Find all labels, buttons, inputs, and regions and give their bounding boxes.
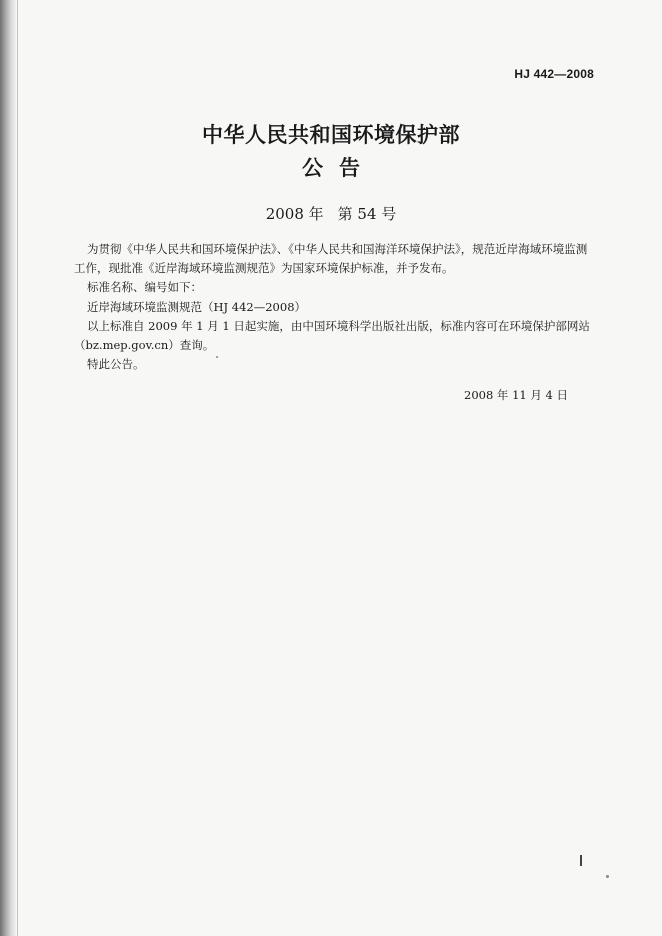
body-paragraph-standard-heading: 标准名称、编号如下： <box>87 280 202 295</box>
body-paragraph-closing: 特此公告。 <box>87 357 145 372</box>
ministry-title: 中华人民共和国环境保护部 <box>202 123 460 147</box>
scan-speck <box>216 356 218 358</box>
body-paragraph-implementation: 以上标准自 2009 年 1 月 1 日起实施，由中国环境科学出版社出版，标准内容可在环境保护部网站（bz.mep.gov.cn）查询。 <box>74 318 590 353</box>
standard-code: HJ 442—2008 <box>514 67 594 81</box>
notice-title: 公告 <box>302 156 376 180</box>
body-paragraph-purpose: 为贯彻《中华人民共和国环境保护法》、《中华人民共和国海洋环境保护法》，规范近岸海域环境监测工作，现批准《近岸海域环境监测规范》为国家环境保护标准，并予发布。 <box>74 242 588 276</box>
issue-number: 第 54 号 <box>337 205 397 223</box>
notice-body <box>74 240 590 374</box>
page-number-mark <box>580 855 582 866</box>
issue-line <box>0 203 662 224</box>
body-paragraph-standard-name: 近岸海域环境监测规范（HJ 442—2008） <box>87 299 307 314</box>
signature-date: 2008 年 11 月 4 日 <box>464 388 568 402</box>
issue-year: 2008 年 <box>265 205 324 223</box>
scan-speck <box>606 875 609 878</box>
